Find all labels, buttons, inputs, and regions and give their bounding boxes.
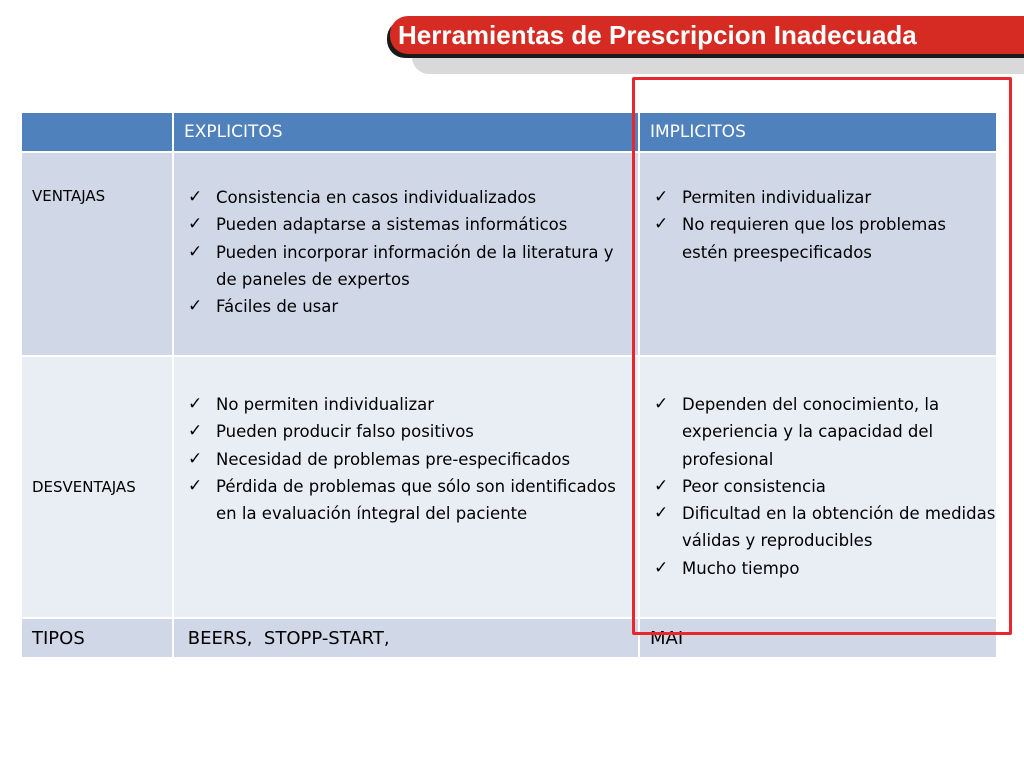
row-label-ventajas: VENTAJAS [32, 187, 106, 205]
desventajas-implicitos-list [640, 391, 996, 582]
list-item [186, 239, 638, 294]
tipos-implicitos-cell [639, 618, 997, 658]
header-cell-explicitos [173, 112, 639, 152]
list-item-text: Pueden adaptarse a sistemas informáticos [216, 215, 568, 235]
checkmark-icon: ✓ [188, 448, 203, 469]
list-item-text: Pueden incorporar información de la literatura y de paneles de expertos [216, 242, 614, 289]
list-item [652, 555, 996, 582]
checkmark-icon: ✓ [654, 503, 669, 524]
table-row-desventajas [21, 356, 997, 618]
header-explicitos-label: EXPLICITOS [184, 122, 283, 142]
list-item-text: Peor consistencia [682, 476, 826, 496]
list-item-text: Mucho tiempo [682, 558, 800, 578]
checkmark-icon: ✓ [654, 187, 669, 207]
checkmark-icon: ✓ [188, 296, 203, 317]
checkmark-icon: ✓ [188, 394, 203, 414]
checkmark-icon: ✓ [188, 214, 203, 235]
comparison-table [20, 111, 998, 659]
checkmark-icon: ✓ [188, 241, 203, 262]
header-cell-implicitos [639, 112, 997, 152]
checkmark-icon: ✓ [654, 475, 669, 496]
table-header-row [21, 112, 997, 152]
list-item [186, 446, 638, 473]
list-item [652, 391, 996, 473]
table-row-ventajas [21, 152, 997, 356]
row-label-cell [21, 618, 173, 658]
ventajas-explicitos-list [174, 184, 638, 320]
ventajas-implicitos-cell [639, 152, 997, 356]
tipos-explicitos-cell [173, 618, 639, 658]
checkmark-icon: ✓ [654, 394, 669, 414]
row-label-cell [21, 356, 173, 618]
tipos-implicitos-value: MAI [650, 627, 684, 649]
desventajas-explicitos-cell [173, 356, 639, 618]
list-item-text: Dificultad en la obtención de medidas válidas y reproducibles [682, 504, 996, 551]
list-item-text: Dependen del conocimiento, la experiencia y la capacidad del profesional [682, 395, 940, 469]
list-item [652, 184, 996, 211]
list-item [652, 500, 996, 555]
checkmark-icon: ✓ [188, 475, 203, 496]
list-item [186, 391, 638, 418]
checkmark-icon: ✓ [654, 557, 669, 578]
header-cell-empty [21, 112, 173, 152]
list-item-text: Permiten individualizar [682, 188, 872, 207]
ventajas-explicitos-cell [173, 152, 639, 356]
list-item-text: No requieren que los problemas estén preespecificados [682, 215, 947, 262]
desventajas-explicitos-list [174, 391, 638, 527]
header-implicitos-label: IMPLICITOS [650, 122, 746, 142]
table-row-tipos [21, 618, 997, 658]
ventajas-implicitos-list [640, 184, 996, 266]
row-label-desventajas: DESVENTAJAS [32, 478, 136, 496]
list-item-text: Fáciles de usar [216, 297, 339, 317]
list-item-text: Pueden producir falso positivos [216, 422, 474, 442]
list-item-text: Pérdida de problemas que sólo son identificados en la evaluación íntegral del paciente [216, 476, 616, 524]
list-item [186, 184, 638, 211]
list-item [186, 293, 638, 320]
list-item-text: Necesidad de problemas pre-especificados [216, 449, 571, 469]
row-label-tipos: TIPOS [32, 627, 85, 649]
list-item-text: No permiten individualizar [216, 395, 434, 414]
list-item [652, 211, 996, 266]
list-item [186, 211, 638, 238]
checkmark-icon: ✓ [188, 187, 203, 207]
checkmark-icon: ✓ [188, 421, 203, 442]
checkmark-icon: ✓ [654, 214, 669, 235]
row-label-cell [21, 152, 173, 356]
list-item [652, 473, 996, 500]
list-item [186, 418, 638, 445]
list-item [186, 473, 638, 528]
desventajas-implicitos-cell [639, 356, 997, 618]
slide-title: Herramientas de Prescripcion Inadecuada [398, 20, 917, 50]
tipos-explicitos-value: BEERS, STOPP-START, [182, 627, 390, 649]
list-item-text: Consistencia en casos individualizados [216, 188, 537, 207]
